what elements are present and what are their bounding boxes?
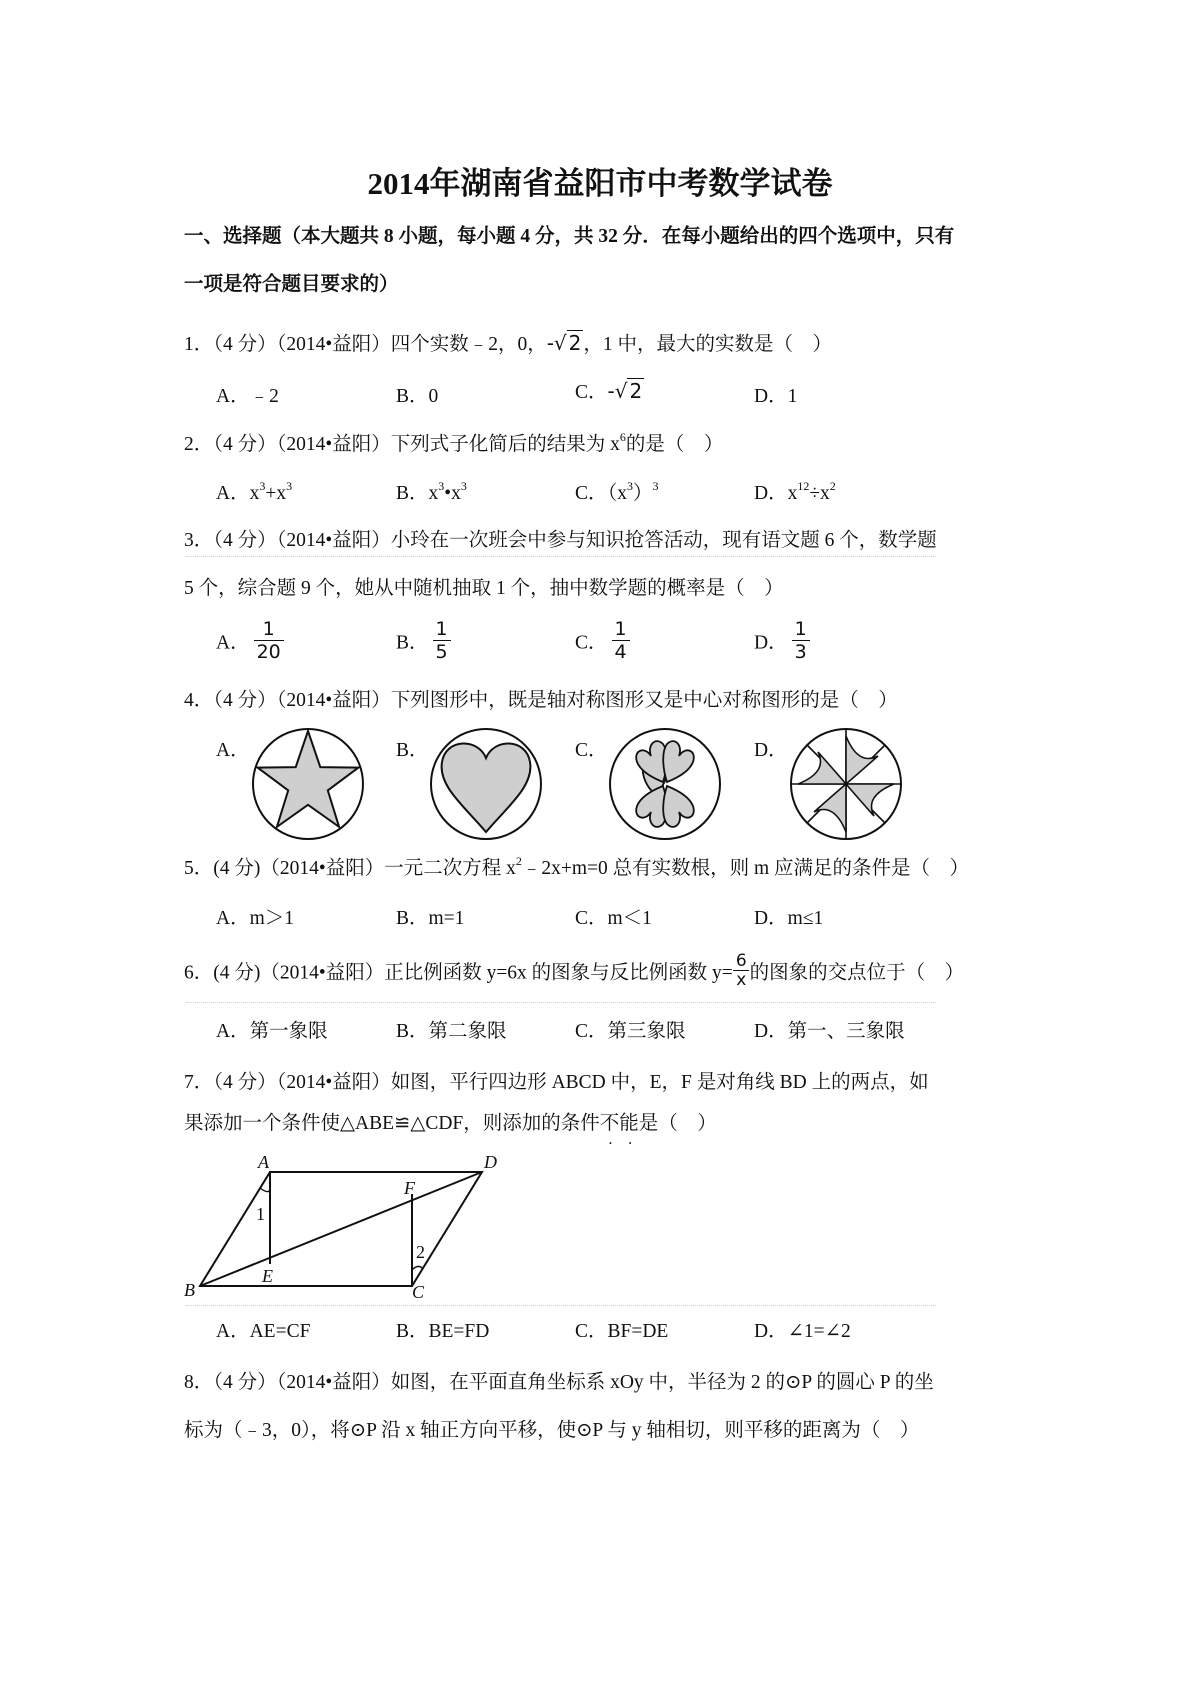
q6-option-c: C．第三象限 (575, 1021, 686, 1042)
question-7-line2: 果添加一个条件使△ABE≌△CDF，则添加的条件不能是（ ） (184, 1113, 717, 1134)
question-8-line1: 8．（4 分）（2014•益阳）如图，在平面直角坐标系 xOy 中，半径为 2 的⊙P 的圆心 P 的坐 (184, 1372, 934, 1393)
q6-option-b: B．第二象限 (396, 1021, 507, 1042)
q5-option-b: B．m=1 (396, 908, 465, 929)
q6-option-a: A．第一象限 (216, 1021, 328, 1042)
dotted-separator (186, 1305, 936, 1306)
q2-option-c: C．$(x^3)^3$ (575, 479, 659, 504)
q1-text-pre: 1．（4 分）（2014•益阳）四个实数﹣2，0， (184, 334, 547, 355)
q4-option-d: D． (754, 740, 788, 761)
q5-option-d: D．m≤1 (754, 908, 824, 929)
q1-option-c: C．-√ 2 (575, 379, 643, 403)
fig-label-a: A (258, 1152, 269, 1172)
question-4: 4．（4 分）（2014•益阳）下列图形中，既是轴对称图形又是中心对称图形的是（ ） (184, 690, 898, 711)
q3-option-c: C． $\frac{1}{4}$ (575, 618, 630, 663)
fig-angle-1: 1 (256, 1204, 265, 1224)
q3-option-b: B． $\frac{1}{5}$ (396, 618, 451, 663)
q7-option-d: D．∠1=∠2 (754, 1321, 851, 1342)
question-6: 6．(4 分)（2014•益阳）正比例函数 y=6x 的图象与反比例函数 y= $\frac{6}{x}$ 的图象的交点位于（ ） (184, 951, 965, 990)
page-title: 2014年湖南省益阳市中考数学试卷 (367, 166, 833, 201)
q7-option-b: B．BE=FD (396, 1321, 490, 1342)
fig-label-b: B (184, 1280, 195, 1300)
fig-label-d: D (484, 1152, 497, 1172)
q7-option-c: C．BF=DE (575, 1321, 669, 1342)
q4-option-a: A． (216, 740, 250, 761)
q5-option-c: C．m＜1 (575, 908, 652, 929)
question-3-line1: 3．（4 分）（2014•益阳）小玲在一次班会中参与知识抢答活动，现有语文题 6 个，数学题 (184, 530, 937, 551)
q3-option-d: D． $\frac{1}{3}$ (754, 618, 810, 663)
q2-option-d: D．$x^{12}\div x^2$ (754, 479, 836, 504)
section-heading-line1: 一、选择题（本大题共 8 小题，每小题 4 分，共 32 分．在每小题给出的四个选项中，只有 (184, 226, 955, 247)
fig-label-e: E (262, 1266, 273, 1286)
q1-option-a: A．﹣2 (216, 386, 279, 407)
question-8-line2: 标为（﹣3，0），将⊙P 沿 x 轴正方向平移，使⊙P 与 y 轴相切，则平移的距离为（ ） (184, 1420, 920, 1441)
q4-option-c: C． (575, 740, 608, 761)
q4-option-b: B． (396, 740, 429, 761)
q1-neg-sqrt2: -√ 2 (546, 331, 582, 355)
q1-option-d: D．1 (754, 386, 798, 407)
q1-option-b: B．0 (396, 386, 439, 407)
figure-heart-in-circle (428, 726, 544, 842)
figure-star-in-circle (250, 726, 366, 842)
q1-text-post: ，1 中，最大的实数是（ ） (583, 334, 833, 355)
figure-parallelogram-abcd (178, 1150, 518, 1300)
question-1 (184, 328, 832, 356)
dotted-separator (186, 1002, 936, 1003)
dotted-separator (186, 556, 936, 557)
q5-option-a: A．m＞1 (216, 908, 295, 929)
figure-pinwheel-in-circle (788, 726, 904, 842)
figure-four-hearts-in-circle (607, 726, 723, 842)
question-2: 2．（4 分）（2014•益阳）下列式子化简后的结果为 $x^6$的是（ ） (184, 430, 724, 455)
q2-option-b: B．$x^3•x^3$ (396, 479, 467, 504)
question-5: 5．(4 分)（2014•益阳）一元二次方程 $x^2﹣2x+m=0$ 总有实数根，则 m 应满足的条件是（ ） (184, 854, 970, 879)
section-heading-line2: 一项是符合题目要求的） (184, 274, 399, 295)
q3-option-a: A． $\frac{1}{20}$ (216, 618, 284, 663)
q6-option-d: D．第一、三象限 (754, 1021, 905, 1042)
fig-label-c: C (412, 1282, 425, 1300)
question-3-line2: 5 个，综合题 9 个，她从中随机抽取 1 个，抽中数学题的概率是（ ） (184, 578, 784, 599)
fig-angle-2: 2 (416, 1242, 425, 1262)
q7-option-a: A．AE=CF (216, 1321, 311, 1342)
q2-option-a: A．$x^3+x^3$ (216, 479, 293, 504)
question-7-line1: 7．（4 分）（2014•益阳）如图，平行四边形 ABCD 中，E，F 是对角线 BD 上的两点，如 (184, 1072, 929, 1093)
fig-label-f: F (404, 1178, 415, 1198)
